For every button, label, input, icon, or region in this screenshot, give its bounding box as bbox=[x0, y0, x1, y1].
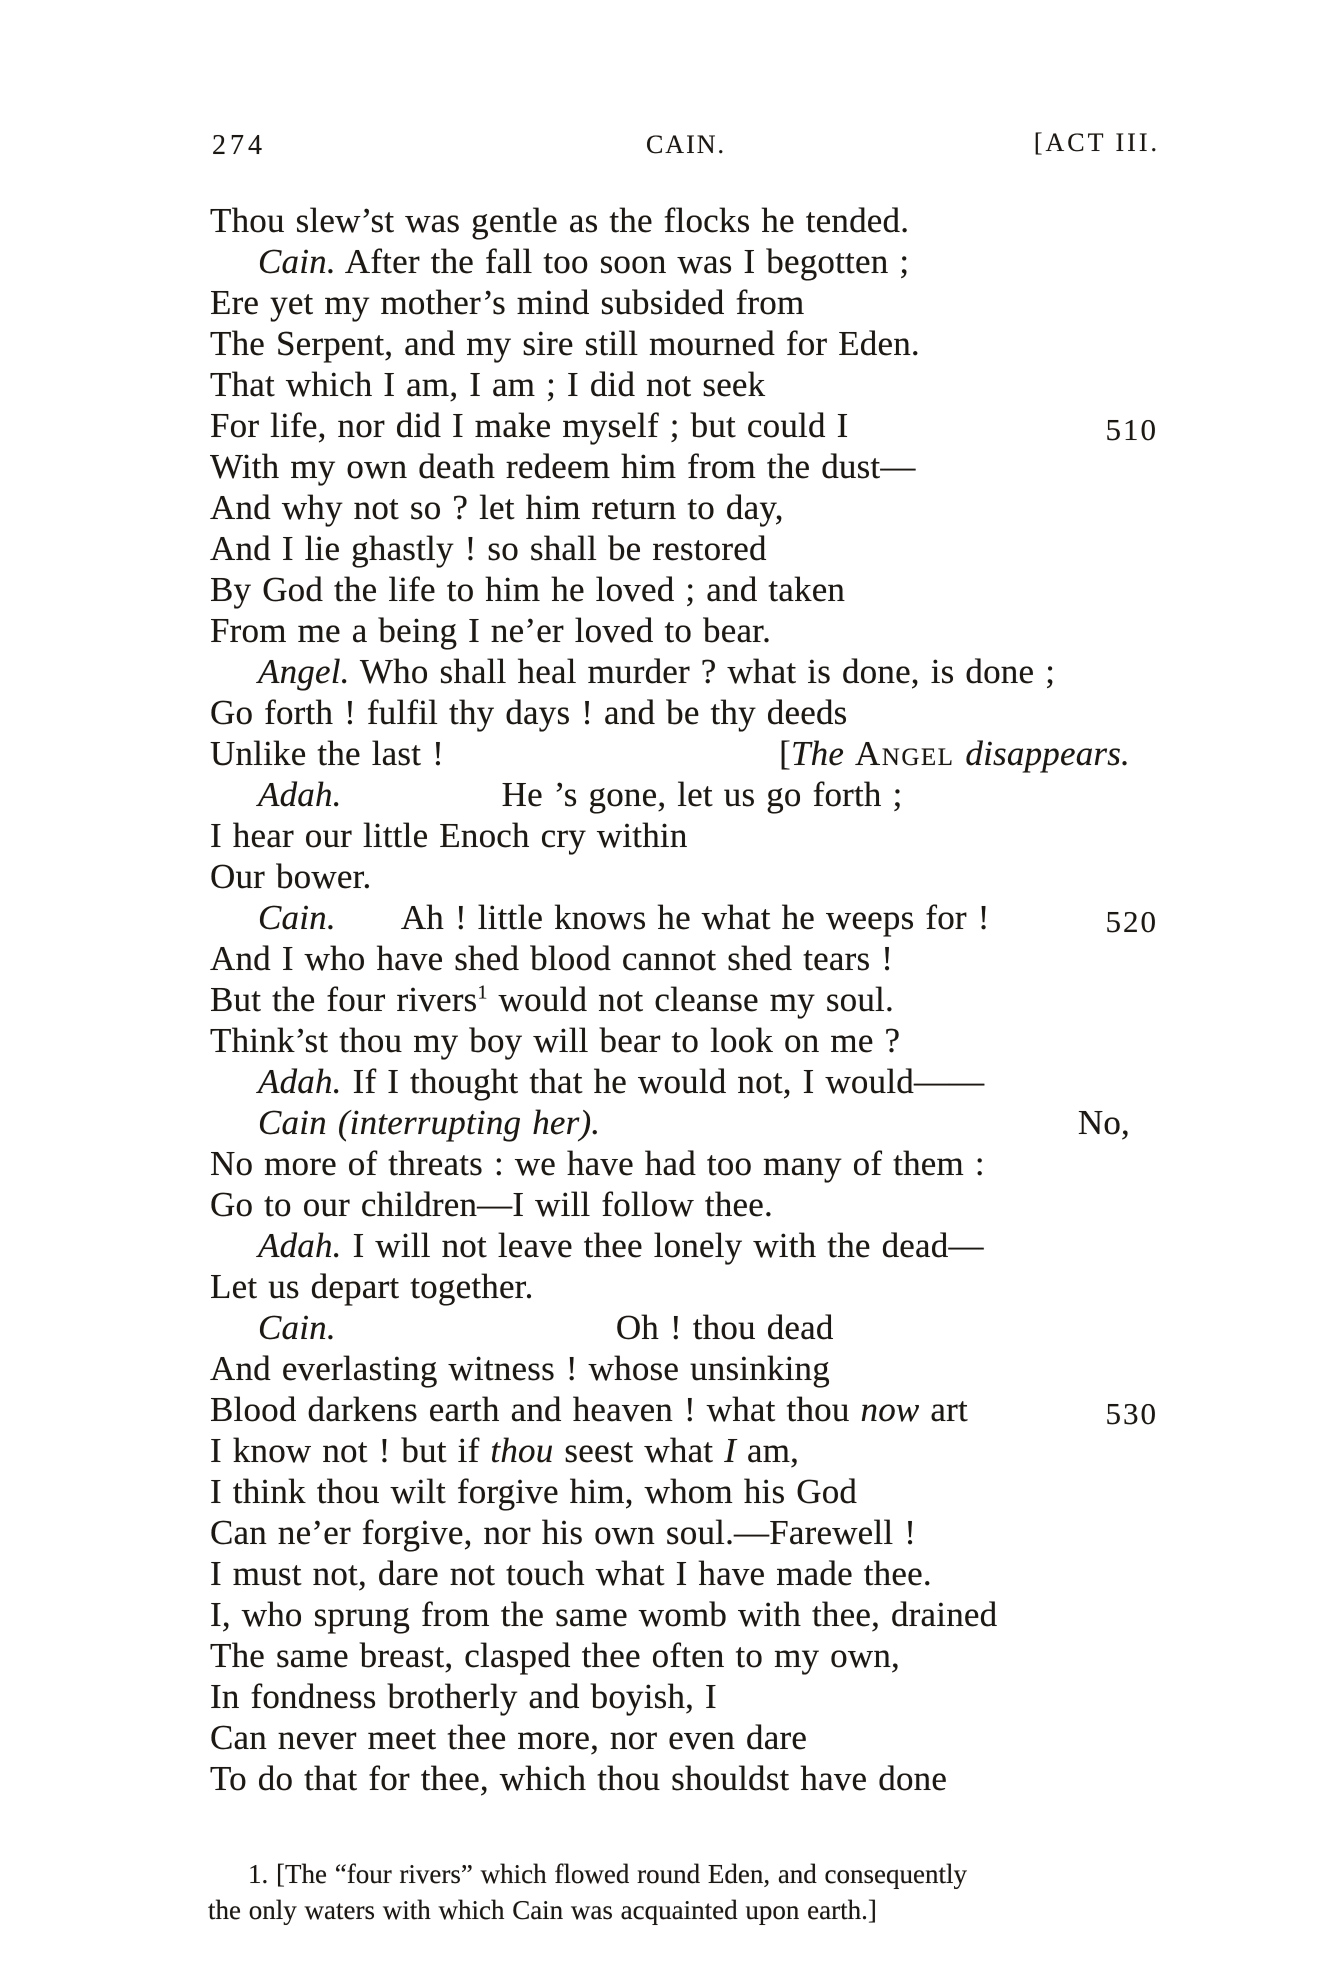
text-segment: seest what bbox=[553, 1431, 725, 1470]
text-segment: No more of threats : we have had too many of them : bbox=[210, 1144, 985, 1183]
verse-line bbox=[210, 1676, 1130, 1717]
verse-text-block bbox=[210, 200, 1158, 1799]
verse-line bbox=[210, 733, 1130, 774]
verse-line bbox=[210, 651, 1130, 692]
verse-line bbox=[210, 200, 1130, 241]
verse-line bbox=[210, 528, 1130, 569]
verse-line bbox=[210, 1717, 1130, 1758]
text-segment: [ bbox=[779, 734, 791, 773]
text-segment: And I lie ghastly ! so shall be restored bbox=[210, 529, 767, 568]
verse-line bbox=[210, 897, 1158, 939]
italic-text-segment: Adah. bbox=[258, 1226, 342, 1265]
text-segment: From me a being I ne’er loved to bear. bbox=[210, 611, 772, 650]
italic-text-segment: Adah. bbox=[258, 775, 342, 814]
text-segment: And I who have shed blood cannot shed tears ! bbox=[210, 939, 894, 978]
text-segment: I will not leave thee lonely with the dead— bbox=[341, 1226, 984, 1265]
text-segment: If I thought that he would not, I would—— bbox=[341, 1062, 985, 1101]
verse-line-number: 510 bbox=[1105, 412, 1158, 447]
verse-line bbox=[210, 938, 1130, 979]
text-segment: Can never meet thee more, nor even dare bbox=[210, 1718, 808, 1757]
italic-text-segment: Cain. bbox=[258, 898, 336, 937]
text-segment: Ere yet my mother’s mind subsided from bbox=[210, 283, 805, 322]
verse-line bbox=[210, 1307, 1130, 1348]
text-segment: After the fall too soon was I begotten ; bbox=[335, 242, 910, 281]
verse-line bbox=[210, 241, 1130, 282]
text-segment: Can ne’er forgive, nor his own soul.—Farewell ! bbox=[210, 1513, 917, 1552]
italic-text-segment: Cain. bbox=[258, 1308, 336, 1347]
running-title: CAIN. bbox=[645, 130, 727, 159]
verse-line bbox=[210, 1758, 1130, 1799]
verse-line bbox=[210, 323, 1130, 364]
italic-text-segment: Adah. bbox=[258, 1062, 342, 1101]
text-segment: By God the life to him he loved ; and taken bbox=[210, 570, 846, 609]
text-segment: The Serpent, and my sire still mourned for Eden. bbox=[210, 324, 920, 363]
text-segment: Oh ! thou dead bbox=[615, 1308, 834, 1347]
text-segment: Thou slew’st was gentle as the flocks he tended. bbox=[210, 201, 910, 240]
verse-line bbox=[210, 1471, 1130, 1512]
footnote-reference-mark: 1 bbox=[477, 981, 488, 1004]
verse-line bbox=[210, 774, 1130, 815]
page-number: 274 bbox=[212, 130, 266, 161]
page-header bbox=[212, 130, 1160, 164]
italic-text-segment: now bbox=[860, 1390, 920, 1429]
act-header: [ACT III. bbox=[1033, 128, 1160, 157]
text-segment: Go to our children—I will follow thee. bbox=[210, 1185, 773, 1224]
stage-direction-right bbox=[779, 733, 1130, 774]
verse-line bbox=[210, 282, 1130, 323]
text-segment: would not cleanse my soul. bbox=[487, 980, 894, 1019]
verse-line bbox=[210, 1635, 1130, 1676]
verse-line bbox=[210, 979, 1130, 1020]
text-segment: In fondness brotherly and boyish, I bbox=[210, 1677, 717, 1716]
footnote-block bbox=[208, 1856, 1168, 1928]
text-segment: Go forth ! fulfil thy days ! and be thy deeds bbox=[210, 693, 848, 732]
verse-line bbox=[210, 1594, 1130, 1635]
text-segment: But the four rivers bbox=[210, 980, 478, 1019]
text-segment: I know not ! but if bbox=[210, 1431, 491, 1470]
verse-line bbox=[210, 1020, 1130, 1061]
italic-text-segment: I bbox=[724, 1431, 737, 1470]
text-segment: I hear our little Enoch cry within bbox=[210, 816, 688, 855]
verse-line bbox=[210, 405, 1158, 447]
text-segment: 1. [The “four rivers” which flowed round Eden, and consequently bbox=[248, 1859, 968, 1889]
verse-line bbox=[210, 569, 1130, 610]
verse-line bbox=[210, 1184, 1130, 1225]
verse-line bbox=[210, 1143, 1130, 1184]
verse-line bbox=[210, 856, 1130, 897]
verse-line bbox=[210, 815, 1130, 856]
verse-line bbox=[210, 446, 1130, 487]
verse-line bbox=[210, 1225, 1130, 1266]
text-segment: I, who sprung from the same womb with thee, drained bbox=[210, 1595, 998, 1634]
text-segment: Blood darkens earth and heaven ! what thou bbox=[210, 1390, 861, 1429]
italic-text-segment: thou bbox=[490, 1431, 554, 1470]
verse-line bbox=[210, 692, 1130, 733]
text-segment: And why not so ? let him return to day, bbox=[210, 488, 784, 527]
text-segment: am, bbox=[736, 1431, 800, 1470]
verse-line-number: 530 bbox=[1105, 1396, 1158, 1431]
text-segment: No, bbox=[1077, 1103, 1130, 1142]
verse-line bbox=[210, 610, 1130, 651]
text-segment: The same breast, clasped thee often to my own, bbox=[210, 1636, 900, 1675]
text-segment: Unlike the last ! bbox=[210, 734, 444, 773]
text-segment: He ’s gone, let us go forth ; bbox=[501, 775, 903, 814]
text-segment: Think’st thou my boy will bear to look on me ? bbox=[210, 1021, 901, 1060]
text-segment bbox=[954, 734, 965, 773]
footnote-line bbox=[208, 1856, 1168, 1892]
verse-line bbox=[210, 1553, 1130, 1594]
text-segment: Let us depart together. bbox=[210, 1267, 534, 1306]
footnote-line bbox=[208, 1892, 1168, 1928]
verse-line bbox=[210, 1512, 1130, 1553]
verse-line bbox=[210, 487, 1130, 528]
italic-text-segment: Cain. bbox=[258, 242, 336, 281]
text-segment: Our bower. bbox=[210, 857, 372, 896]
verse-line bbox=[210, 1430, 1130, 1471]
verse-line bbox=[210, 1266, 1130, 1307]
italic-text-segment: The bbox=[790, 734, 856, 773]
spacer bbox=[336, 1338, 616, 1339]
smallcaps-text-segment: Angel bbox=[855, 734, 955, 773]
text-segment: the only waters with which Cain was acquainted upon earth.] bbox=[208, 1895, 877, 1925]
spacer bbox=[342, 805, 502, 806]
verse-line bbox=[210, 364, 1130, 405]
verse-line bbox=[210, 1061, 1130, 1102]
text-segment: To do that for thee, which thou shouldst have done bbox=[210, 1759, 948, 1798]
spacer bbox=[336, 928, 401, 929]
verse-line bbox=[210, 1102, 1130, 1143]
text-segment: art bbox=[919, 1390, 968, 1429]
italic-text-segment: Cain (interrupting her). bbox=[258, 1103, 601, 1142]
text-segment: With my own death redeem him from the dust— bbox=[210, 447, 916, 486]
italic-text-segment: Angel. bbox=[258, 652, 350, 691]
text-segment: That which I am, I am ; I did not seek bbox=[210, 365, 766, 404]
text-segment: For life, nor did I make myself ; but could I bbox=[210, 406, 849, 445]
text-segment: And everlasting witness ! whose unsinking bbox=[210, 1349, 830, 1388]
text-segment: I must not, dare not touch what I have made thee. bbox=[210, 1554, 932, 1593]
text-segment: Ah ! little knows he what he weeps for ! bbox=[400, 898, 990, 937]
stage-direction-right bbox=[1078, 1102, 1130, 1143]
verse-line bbox=[210, 1389, 1158, 1431]
text-segment: Who shall heal murder ? what is done, is done ; bbox=[349, 652, 1056, 691]
verse-line bbox=[210, 1348, 1130, 1389]
text-segment: I think thou wilt forgive him, whom his God bbox=[210, 1472, 858, 1511]
verse-line-number: 520 bbox=[1105, 904, 1158, 939]
italic-text-segment: disappears. bbox=[965, 734, 1130, 773]
